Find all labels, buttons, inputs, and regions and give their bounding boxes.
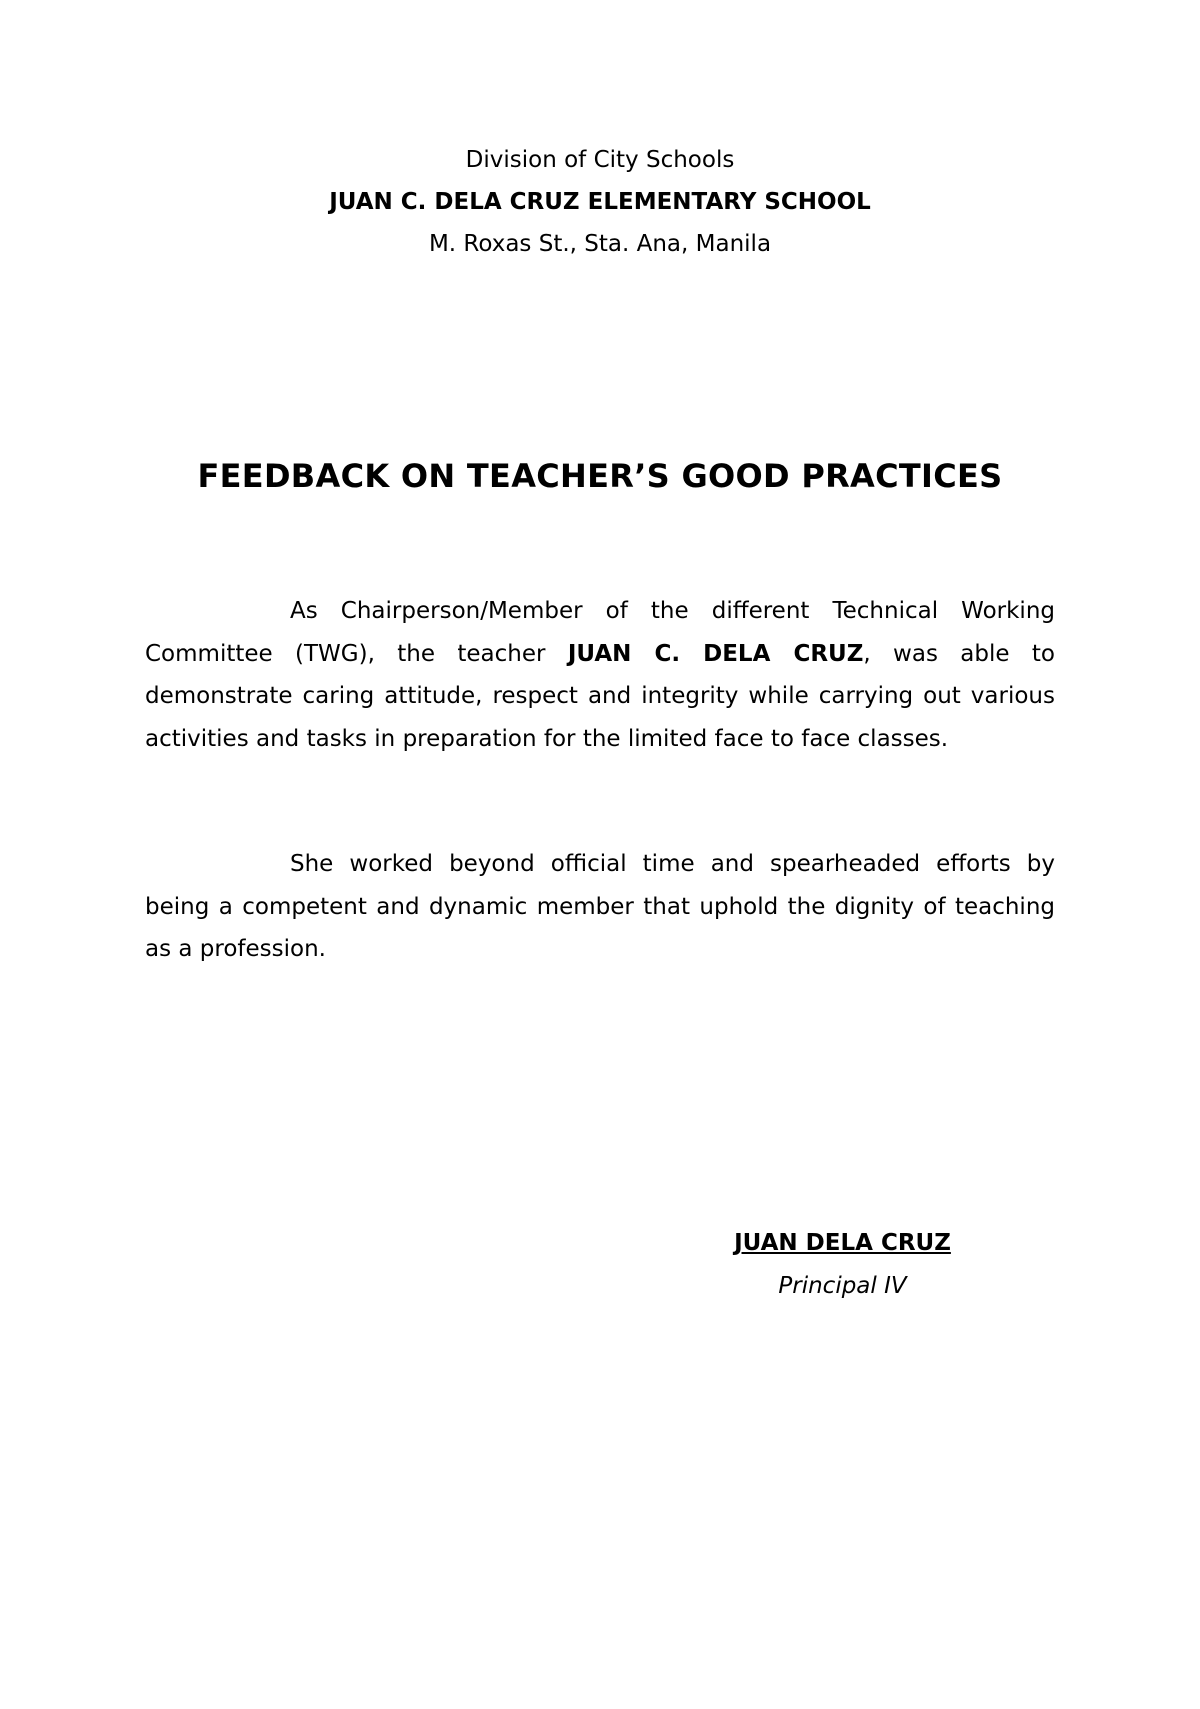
paragraph1-text-before: As Chairperson/Member of the different Technical Working Committee (TWG), the teacher [145, 598, 1055, 667]
document-title: FEEDBACK ON TEACHER’S GOOD PRACTICES [197, 457, 1003, 495]
school-address: M. Roxas St., Sta. Ana, Manila [428, 231, 772, 257]
paragraph-efforts: She worked beyond official time and spearheaded efforts by being a competent and dynamic member that uphold the dignity of teaching as a profession. [145, 851, 1055, 962]
division-line: Division of City Schools [465, 147, 735, 173]
teacher-name: JUAN C. DELA CRUZ [567, 640, 864, 667]
paragraph-commendation [145, 590, 1055, 760]
school-name: JUAN C. DELA CRUZ ELEMENTARY SCHOOL [329, 189, 871, 215]
signatory-name: JUAN DELA CRUZ [734, 1230, 951, 1256]
signatory-position: Principal IV [778, 1273, 907, 1299]
paragraph1-text-after: , was able to demonstrate caring attitude, respect and integrity while carrying out various activities and tasks in preparation for the limited face to face classes. [145, 640, 1055, 752]
